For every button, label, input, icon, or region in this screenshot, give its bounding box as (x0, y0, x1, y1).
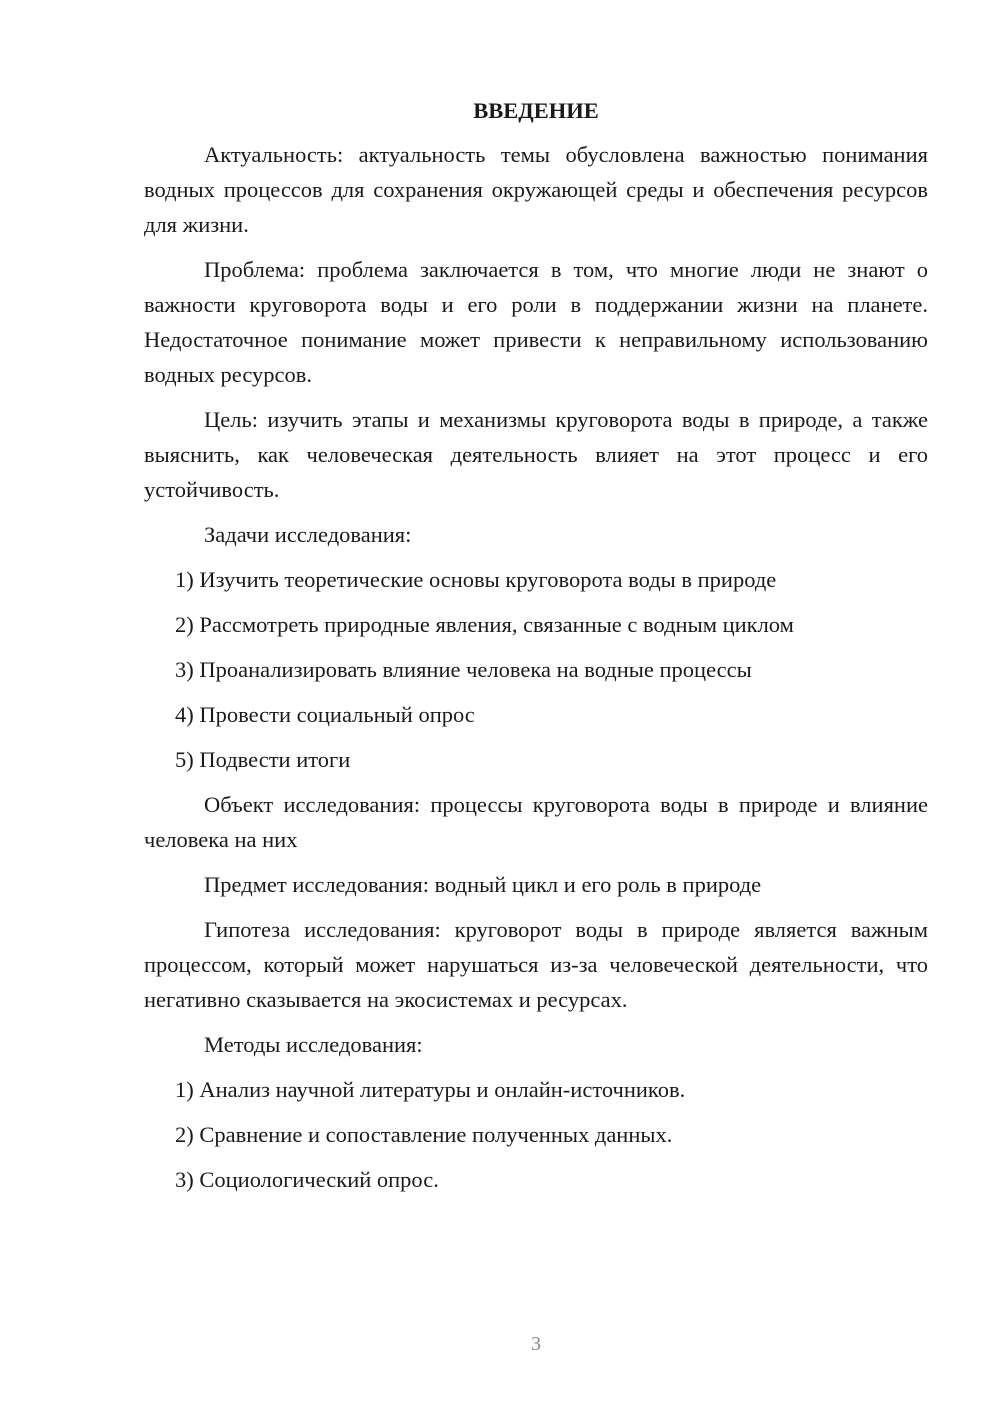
task-item: 5) Подвести итоги (175, 747, 351, 772)
task-item: 3) Проанализировать влияние человека на водные процессы (175, 657, 752, 682)
method-item: 2) Сравнение и сопоставление полученных данных. (175, 1122, 673, 1147)
method-item: 3) Социологический опрос. (175, 1167, 439, 1192)
task-item: 2) Рассмотреть природные явления, связанные с водным циклом (175, 612, 794, 637)
goal-paragraph: Цель: изучить этапы и механизмы круговорота воды в природе, а также выяснить, как человеческая деятельность влияет на этот процесс и его устойчивость. (144, 407, 928, 502)
task-item: 4) Провести социальный опрос (175, 702, 475, 727)
section-title: ВВЕДЕНИЕ (473, 98, 599, 123)
object-paragraph: Объект исследования: процессы круговорота воды в природе и влияние человека на них (144, 792, 928, 852)
page-body (144, 93, 928, 1207)
hypothesis-paragraph: Гипотеза исследования: круговорот воды в природе является важным процессом, который может нарушаться из-за человеческой деятельности, что негативно сказывается на экосистемах и ресурсах. (144, 917, 928, 1012)
problem-paragraph: Проблема: проблема заключается в том, что многие люди не знают о важности круговорота воды и его роли в поддержании жизни на планете. Недостаточное понимание может привести к неправильному использованию водных ресурсов. (144, 257, 928, 387)
tasks-heading: Задачи исследования: (204, 522, 412, 547)
subject-paragraph: Предмет исследования: водный цикл и его роль в природе (204, 872, 762, 897)
page-number: 3 (531, 1333, 541, 1355)
method-item: 1) Анализ научной литературы и онлайн-источников. (175, 1077, 686, 1102)
task-item: 1) Изучить теоретические основы круговорота воды в природе (175, 567, 777, 592)
relevance-paragraph: Актуальность: актуальность темы обусловлена важностью понимания водных процессов для сохранения окружающей среды и обеспечения ресурсов для жизни. (144, 142, 928, 237)
methods-heading: Методы исследования: (204, 1032, 423, 1057)
